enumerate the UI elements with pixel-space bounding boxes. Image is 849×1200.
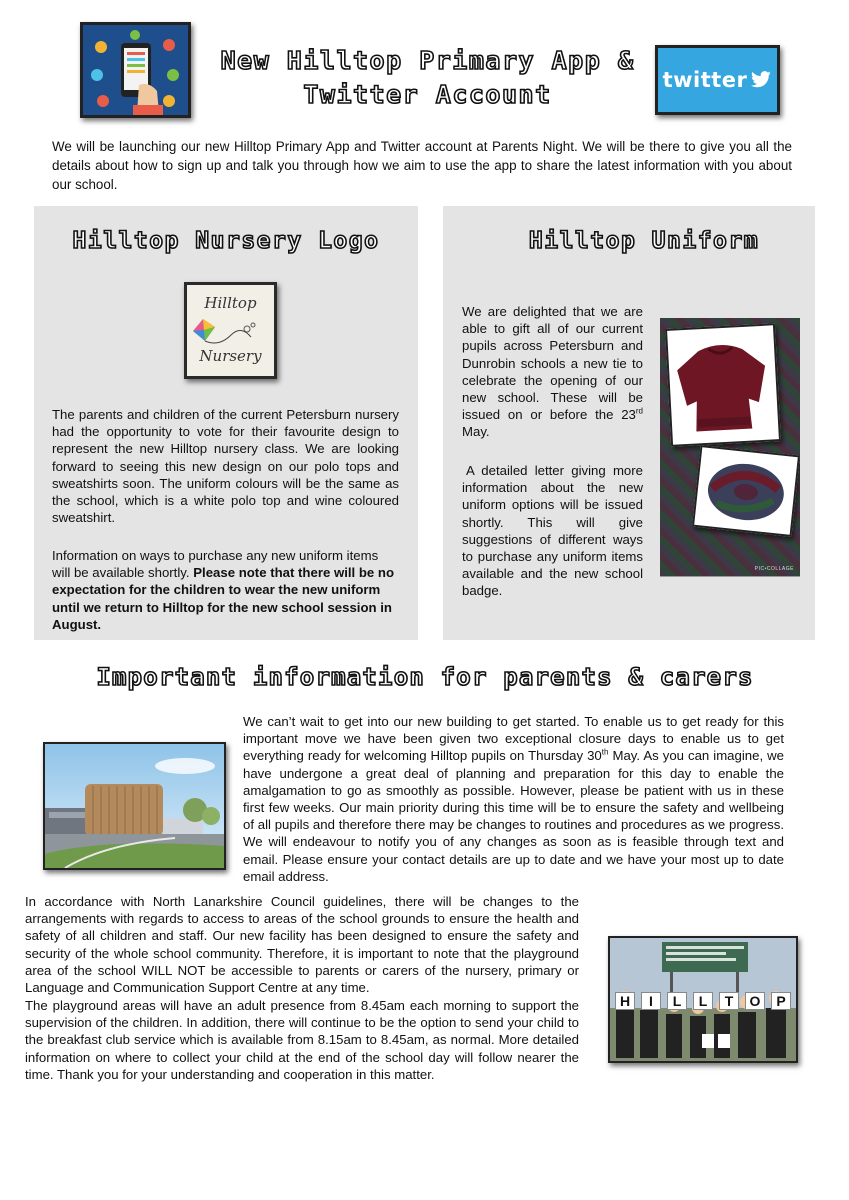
sign-letter-p: P (771, 992, 791, 1010)
important-para1-sup: th (601, 748, 609, 758)
important-para1-before: We can’t wait to get into our new building to get started. To enable us to get ready for this important move we have been given two exceptional closure days to enable us to get everything ready for welcoming Hilltop pupils on Thursday 30 (243, 714, 784, 764)
nursery-heading: Hilltop Nursery Logo (72, 228, 380, 254)
sign-letter-t: T (719, 992, 739, 1010)
header-title (200, 44, 655, 112)
tie-icon (694, 447, 798, 535)
nursery-logo-word1: Hilltop (204, 294, 257, 312)
intro-paragraph: We will be launching our new Hilltop Primary App and Twitter account at Parents Night. We will be there to give you all the details about how to sign up and talk you through how we aim to use the app to share the latest information with you about our school. (52, 139, 792, 192)
uniform-para2-text: A detailed letter giving more information about the new uniform options will be issued shortly. This will give suggestions of different ways to purchase any uniform items available and the new school badge. (462, 463, 643, 599)
important-para1 (243, 713, 784, 885)
header-title-line2: Twitter Account (303, 80, 552, 109)
sign-letter-h: H (615, 992, 635, 1010)
important-para2: In accordance with North Lanarkshire Council guidelines, there will be changes to the arrangements with regards to access to areas of the school grounds to ensure the health and safety of all children and staff. Our new facility has been designed to ensure the safety and security of the whole school community. Therefore, it is important to note that the playground area of the school WILL NOT be accessible to parents or carers of the nursery, primary or Language and Communication Support Centre at any time. (25, 894, 579, 996)
nursery-logo (184, 282, 277, 379)
app-illustration (80, 22, 191, 118)
sign-letter-l2: L (693, 992, 713, 1010)
sweatshirt-photo (665, 323, 781, 447)
uniform-collage (660, 318, 800, 577)
sign-letter-o: O (745, 992, 765, 1010)
important-para1-after: May. As you can imagine, we have undergone a great deal of planning and preparation for this day to enable the amalgamation to go as smoothly as possible. However, please be patient with us in these first few weeks. Our main priority during this time will be to ensure the safety and wellbeing of all pupils and therefore there may be changes to routines and procedures as we progress. We will endeavour to notify you of any changes as soon as is feasible through text and email. Please ensure your contact details are up to date and we have your most up to date email address. (243, 748, 784, 884)
uniform-para1-after: May. (462, 424, 490, 440)
pupils-photo (608, 936, 798, 1063)
school-building-image (43, 742, 226, 870)
header-title-line1: New Hilltop Primary App & (220, 46, 635, 75)
sign-letter-i: I (641, 992, 661, 1010)
nursery-para2-plain: Information on ways to purchase any new uniform items will be available shortly. (52, 548, 379, 581)
uniform-para1-sup: rd (635, 406, 643, 416)
nursery-logo-word2: Nursery (199, 347, 262, 365)
important-heading: Important information for parents & carers (96, 663, 754, 691)
uniform-para2 (462, 462, 643, 600)
twitter-logo-text: twitter (662, 68, 748, 92)
pupils-sign (612, 992, 794, 1010)
nursery-para1: The parents and children of the current Petersburn nursery had the opportunity to vote for their favourite design to represent the new Hilltop nursery class. We are looking forward to seeing this new design on our polo tops and sweatshirts soon. The uniform colours will be the same as the school, which is a white polo top and wine coloured sweatshirt. (52, 407, 399, 526)
school-building-icon (45, 744, 224, 868)
twitter-bird-icon (750, 71, 772, 89)
phone-app-icon (83, 25, 188, 115)
uniform-para1 (462, 303, 643, 441)
twitter-logo (655, 45, 780, 115)
collage-label: PIC•COLLAGE (754, 566, 794, 572)
tie-photo (692, 445, 800, 537)
sweatshirt-icon (667, 325, 777, 442)
nursery-para2-bold: Please note that there will be no expectation for the children to wear the new uniform until we return to Hilltop for the new school session in August. (52, 565, 395, 632)
important-para3: The playground areas will have an adult presence from 8.45am each morning to support the supervision of the children. In addition, there will continue to be the option to send your child to the breakfast club service which is available from 8.15am to 8.45am, as normal. More detailed information on where to collect your child at the end of the school day will follow nearer the time. Thank you for your understanding and cooperation in this matter. (25, 998, 579, 1082)
sign-letter-l1: L (667, 992, 687, 1010)
nursery-para2 (52, 547, 399, 633)
uniform-heading: Hilltop Uniform (528, 228, 760, 254)
uniform-para1-before: We are delighted that we are able to gift all of our current pupils across Petersburn and Dunrobin schools a new tie to celebrate the opening of our new school. These will be issued on or before the 23 (462, 304, 643, 423)
